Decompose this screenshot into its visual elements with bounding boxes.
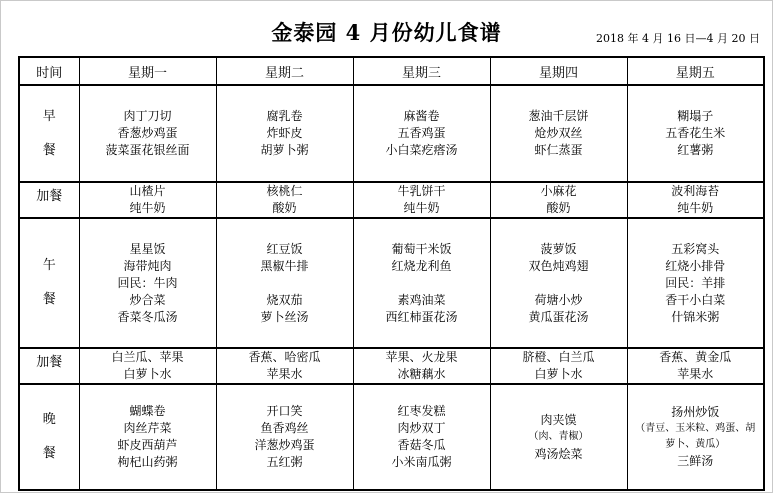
table-row <box>19 182 764 218</box>
day-column-header: 星期四 <box>490 57 627 85</box>
menu-cell <box>216 384 353 490</box>
menu-line: 香菜冬瓜汤 <box>117 309 178 324</box>
header-row <box>19 57 764 85</box>
menu-line: 素鸡油菜 <box>397 292 446 307</box>
table-row <box>19 218 764 348</box>
document-header <box>1 1 772 56</box>
menu-line: 脐橙、白兰瓜 <box>522 350 595 364</box>
menu-cell <box>627 384 764 490</box>
date-range: 2018 年 4 月 16 日—4 月 20 日 <box>596 32 760 45</box>
menu-line: 红烧龙利鱼 <box>391 258 452 273</box>
menu-line: 回民：羊排 <box>665 275 726 290</box>
menu-line: 蝴蝶卷 <box>129 404 166 418</box>
menu-line: 葱油千层饼 <box>528 109 589 123</box>
menu-line: 纯牛奶 <box>677 201 714 215</box>
menu-cell <box>627 348 764 384</box>
menu-line: 枸杞山药粥 <box>117 455 178 469</box>
menu-line <box>217 275 353 292</box>
menu-cell <box>216 348 353 384</box>
menu-cell <box>353 182 490 218</box>
menu-line: 五彩窝头 <box>671 241 720 256</box>
menu-cell <box>353 348 490 384</box>
meal-label-char: 餐 <box>42 292 56 307</box>
menu-line: 什锦米粥 <box>671 309 720 324</box>
menu-cell <box>79 85 216 182</box>
meal-label <box>19 384 79 490</box>
menu-table <box>18 56 765 491</box>
menu-cell <box>353 384 490 490</box>
menu-line: 白萝卜水 <box>534 367 583 381</box>
menu-cell <box>79 218 216 348</box>
menu-line: 三鲜汤 <box>677 454 714 468</box>
table-head <box>19 57 764 85</box>
meal-label: 加餐 <box>19 182 79 218</box>
menu-line: 苹果水 <box>677 367 714 381</box>
menu-line: 葡萄干米饭 <box>391 241 452 256</box>
menu-cell <box>490 182 627 218</box>
menu-line: 烧双茄 <box>266 292 303 307</box>
menu-line: 菠萝饭 <box>540 241 577 256</box>
menu-line: 麻酱卷 <box>403 109 440 123</box>
menu-line: 菠菜蛋花银丝面 <box>105 143 190 157</box>
menu-line: 虾仁蒸蛋 <box>534 143 583 157</box>
menu-cell <box>353 218 490 348</box>
menu-line: 白萝卜水 <box>123 367 172 381</box>
menu-line: 小米南瓜粥 <box>391 455 452 469</box>
menu-line: 肉夹馍 <box>540 412 577 427</box>
menu-line: 炝炒双丝 <box>534 126 583 140</box>
menu-line: 波利海苔 <box>671 184 720 198</box>
day-column-header: 星期三 <box>353 57 490 85</box>
menu-line: （肉、青椒） <box>528 430 589 442</box>
menu-line: （青豆、玉米粒、鸡蛋、胡萝卜、黄瓜） <box>635 423 756 450</box>
menu-line: 小白菜疙瘩汤 <box>385 143 458 157</box>
menu-line: 虾皮西葫芦 <box>117 438 178 452</box>
table-row <box>19 348 764 384</box>
meal-label: 加餐 <box>19 348 79 384</box>
menu-cell <box>490 348 627 384</box>
menu-line: 红枣发糕 <box>397 404 446 418</box>
menu-line: 肉炒双丁 <box>397 421 446 435</box>
menu-line: 肉丝芹菜 <box>123 421 172 435</box>
meal-label-char: 午 <box>42 258 56 273</box>
menu-line: 冰糖藕水 <box>397 367 446 381</box>
menu-cell <box>216 218 353 348</box>
menu-line: 黑椒牛排 <box>260 258 309 273</box>
menu-line: 荷塘小炒 <box>534 292 583 307</box>
menu-line: 海带炖肉 <box>123 258 172 273</box>
menu-line: 鸡汤烩菜 <box>534 446 583 461</box>
menu-line: 纯牛奶 <box>129 201 166 215</box>
menu-cell <box>79 384 216 490</box>
menu-line: 回民：牛肉 <box>117 275 178 290</box>
menu-cell <box>79 348 216 384</box>
menu-cell <box>79 182 216 218</box>
menu-line: 香蕉、哈密瓜 <box>248 350 321 364</box>
menu-line: 苹果水 <box>266 367 303 381</box>
menu-line: 糊塌子 <box>677 109 714 123</box>
menu-line: 开口笑 <box>266 404 303 418</box>
menu-line: 鱼香鸡丝 <box>260 421 309 435</box>
menu-cell <box>490 85 627 182</box>
table-body <box>19 85 764 490</box>
meal-label-char: 餐 <box>42 446 56 461</box>
time-column-header: 时间 <box>19 57 79 85</box>
page-title: 金泰园 4 月份幼儿食谱 <box>271 20 502 45</box>
menu-line: 红薯粥 <box>677 143 714 157</box>
menu-cell <box>216 85 353 182</box>
menu-line: 星星饭 <box>129 241 166 256</box>
menu-cell <box>627 182 764 218</box>
table-row <box>19 384 764 490</box>
menu-line <box>354 275 490 292</box>
menu-line: 酸奶 <box>546 201 571 215</box>
menu-line: 小麻花 <box>540 184 577 198</box>
menu-line: 双色炖鸡翅 <box>528 258 589 273</box>
menu-line: 香菇冬瓜 <box>397 438 446 452</box>
menu-line: 萝卜丝汤 <box>260 309 309 324</box>
menu-line: 炒合菜 <box>129 292 166 307</box>
menu-line: 香蕉、黄金瓜 <box>659 350 732 364</box>
menu-line: 肉丁刀切 <box>123 109 172 123</box>
meal-label-char: 早 <box>42 108 56 124</box>
menu-line: 炸虾皮 <box>266 126 303 140</box>
meal-label-char: 餐 <box>42 142 56 158</box>
menu-line: 白兰瓜、苹果 <box>111 350 184 364</box>
menu-line: 五红粥 <box>266 455 303 469</box>
menu-line: 香葱炒鸡蛋 <box>117 126 178 140</box>
menu-line <box>491 275 627 292</box>
day-column-header: 星期二 <box>216 57 353 85</box>
meal-label-char: 晚 <box>42 412 56 427</box>
meal-label <box>19 218 79 348</box>
menu-line: 苹果、火龙果 <box>385 350 458 364</box>
menu-cell <box>490 384 627 490</box>
day-column-header: 星期五 <box>627 57 764 85</box>
menu-line: 牛乳饼干 <box>397 184 446 198</box>
menu-line: 五香鸡蛋 <box>397 126 446 140</box>
menu-line: 山楂片 <box>129 184 166 198</box>
menu-line: 纯牛奶 <box>403 201 440 215</box>
menu-line: 酸奶 <box>272 201 297 215</box>
menu-line: 扬州炒饭 <box>671 405 720 419</box>
menu-cell <box>490 218 627 348</box>
menu-cell <box>627 218 764 348</box>
menu-line: 西红柿蛋花汤 <box>385 309 458 324</box>
menu-line: 五香花生米 <box>665 126 726 140</box>
menu-line: 腐乳卷 <box>266 109 303 123</box>
meal-label <box>19 85 79 182</box>
day-column-header: 星期一 <box>79 57 216 85</box>
menu-cell <box>627 85 764 182</box>
menu-line: 胡萝卜粥 <box>260 143 309 157</box>
menu-cell <box>216 182 353 218</box>
menu-line: 洋葱炒鸡蛋 <box>254 438 315 452</box>
menu-line: 红豆饭 <box>266 241 303 256</box>
table-row <box>19 85 764 182</box>
menu-cell <box>353 85 490 182</box>
menu-line: 黄瓜蛋花汤 <box>528 309 589 324</box>
menu-line: 核桃仁 <box>266 184 303 198</box>
menu-line: 香干小白菜 <box>665 292 726 307</box>
menu-line: 红烧小排骨 <box>665 258 726 273</box>
